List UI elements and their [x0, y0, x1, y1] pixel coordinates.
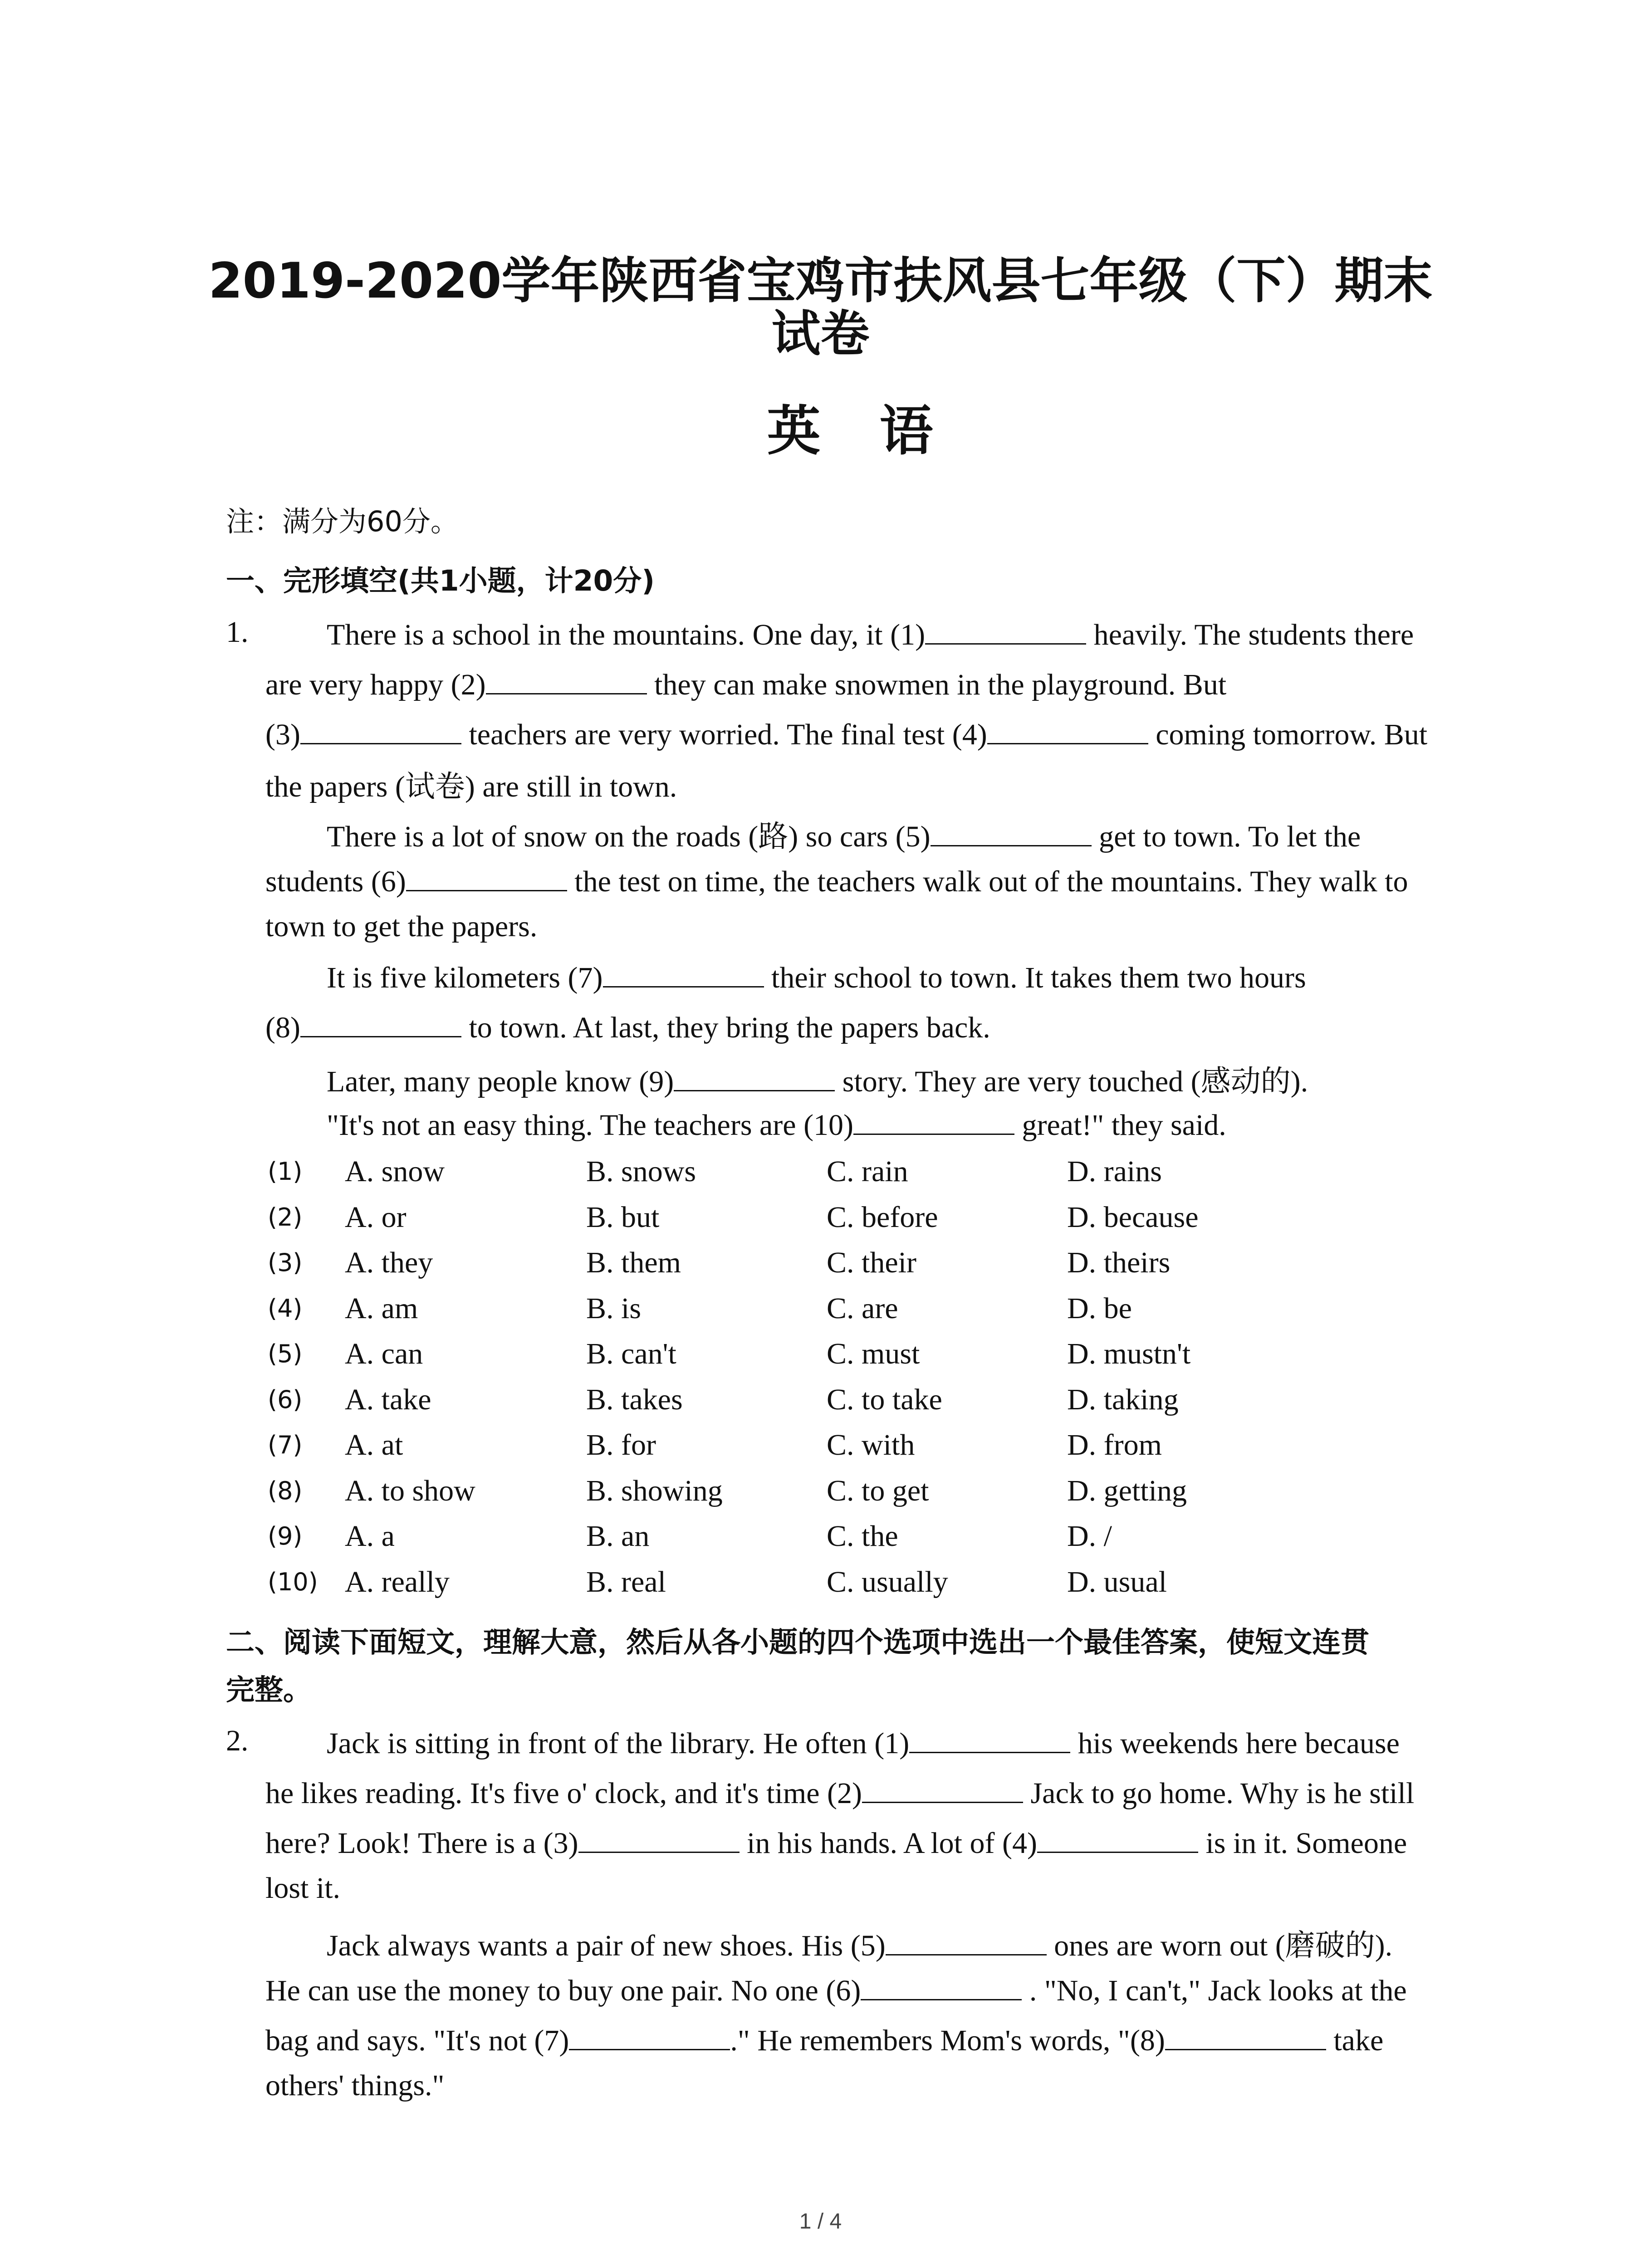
- passage-text: (8): [265, 1011, 300, 1044]
- passage-text: take: [1326, 2024, 1384, 2057]
- option-choice-a[interactable]: A. at: [345, 1428, 403, 1461]
- option-choice-b[interactable]: B. is: [586, 1291, 642, 1325]
- option-choice-d[interactable]: D. be: [1067, 1291, 1132, 1325]
- passage-text: the papers (试卷) are still in town.: [265, 770, 677, 803]
- passage-text: they can make snowmen in the playground. But: [647, 668, 1227, 701]
- section2-passage-line: [327, 1724, 1400, 1761]
- option-choice-b[interactable]: B. but: [586, 1200, 660, 1234]
- option-choice-c[interactable]: C. usually: [827, 1565, 948, 1598]
- passage-text: . "No, I can't," Jack looks at the: [1022, 1974, 1407, 2007]
- passage-text: Jack to go home. Why is he still: [1023, 1777, 1415, 1810]
- section1-passage-line: [327, 812, 1361, 855]
- option-choice-c[interactable]: C. rain: [827, 1155, 908, 1188]
- option-choice-a[interactable]: A. really: [345, 1565, 450, 1598]
- option-choice-b[interactable]: B. an: [586, 1520, 650, 1553]
- option-number: (2): [268, 1202, 303, 1232]
- passage-text: is in it. Someone: [1198, 1827, 1407, 1860]
- option-choice-d[interactable]: D. taking: [1067, 1383, 1179, 1416]
- answer-blank: [674, 1062, 835, 1091]
- passage-text: It is five kilometers (7): [327, 961, 603, 994]
- answer-blank: [300, 715, 461, 744]
- answer-blank: [886, 1926, 1047, 1955]
- section2-passage-line: [265, 2021, 1383, 2058]
- answer-blank: [1165, 2021, 1326, 2050]
- option-choice-c[interactable]: C. to get: [827, 1474, 929, 1507]
- passage-text: others' things.": [265, 2069, 445, 2102]
- exam-title-line1: 2019-2020学年陕西省宝鸡市扶风县七年级（下）期末: [208, 253, 1433, 309]
- section1-passage-line: [265, 665, 1226, 702]
- exam-title-line2: 试卷: [771, 306, 870, 362]
- section2-passage-line: [265, 1823, 1407, 1861]
- section1-heading: 一、完形填空(共1小题，计20分): [226, 564, 655, 597]
- option-choice-d[interactable]: D. rains: [1067, 1155, 1162, 1188]
- answer-blank: [925, 615, 1086, 645]
- option-choice-d[interactable]: D. /: [1067, 1520, 1112, 1553]
- option-choice-c[interactable]: C. must: [827, 1337, 920, 1370]
- passage-text: heavily. The students there: [1086, 618, 1414, 651]
- option-choice-d[interactable]: D. getting: [1067, 1474, 1187, 1507]
- answer-blank: [1037, 1823, 1198, 1853]
- section1-passage-line: [265, 715, 1427, 752]
- question1-number: 1.: [226, 616, 249, 649]
- answer-blank: [909, 1724, 1070, 1753]
- answer-blank: [406, 862, 567, 891]
- section1-passage-line: [265, 862, 1408, 899]
- passage-text: bag and says. "It's not (7): [265, 2024, 569, 2057]
- passage-text: great!" they said.: [1014, 1109, 1226, 1142]
- passage-text: There is a school in the mountains. One day, it (1): [327, 618, 926, 651]
- passage-text: the test on time, the teachers walk out of the mountains. They walk to: [567, 865, 1408, 898]
- option-choice-b[interactable]: B. real: [586, 1565, 666, 1598]
- option-choice-d[interactable]: D. theirs: [1067, 1246, 1171, 1279]
- option-number: (3): [268, 1248, 303, 1277]
- option-choice-b[interactable]: B. them: [586, 1246, 681, 1279]
- section1-passage-line: [265, 762, 677, 805]
- score-note: 注：满分为60分。: [226, 505, 459, 538]
- option-choice-c[interactable]: C. before: [827, 1200, 938, 1234]
- answer-blank: [861, 1971, 1022, 2000]
- passage-text: teachers are very worried. The final test (4): [461, 718, 987, 751]
- section1-passage-line: [327, 1057, 1308, 1100]
- option-choice-b[interactable]: B. snows: [586, 1155, 696, 1188]
- option-choice-b[interactable]: B. can't: [586, 1337, 676, 1370]
- passage-text: Jack always wants a pair of new shoes. His (5): [327, 1929, 886, 1962]
- passage-text: "It's not an easy thing. The teachers are (10): [327, 1109, 854, 1142]
- passage-text: coming tomorrow. But: [1148, 718, 1428, 751]
- option-choice-a[interactable]: A. am: [345, 1291, 418, 1325]
- option-choice-d[interactable]: D. mustn't: [1067, 1337, 1191, 1370]
- section2-heading-line2: 完整。: [226, 1673, 312, 1706]
- passage-text: lost it.: [265, 1872, 341, 1905]
- answer-blank: [578, 1823, 740, 1853]
- answer-blank: [853, 1105, 1014, 1135]
- section2-passage-line: [327, 1921, 1392, 1964]
- passage-text: (3): [265, 718, 300, 751]
- answer-blank: [862, 1774, 1023, 1803]
- option-choice-c[interactable]: C. with: [827, 1428, 915, 1461]
- option-number: (8): [268, 1476, 303, 1505]
- passage-text: their school to town. It takes them two hours: [764, 961, 1306, 994]
- option-choice-a[interactable]: A. to show: [345, 1474, 475, 1507]
- option-choice-a[interactable]: A. a: [345, 1520, 395, 1553]
- option-choice-c[interactable]: C. to take: [827, 1383, 942, 1416]
- answer-blank: [603, 958, 764, 987]
- passage-text: get to town. To let the: [1091, 820, 1361, 853]
- option-number: (6): [268, 1385, 303, 1414]
- option-choice-a[interactable]: A. can: [345, 1337, 423, 1370]
- option-choice-c[interactable]: C. their: [827, 1246, 916, 1279]
- passage-text: ." He remembers Mom's words, "(8): [730, 2024, 1165, 2057]
- option-choice-a[interactable]: A. they: [345, 1246, 433, 1279]
- option-number: (7): [268, 1431, 303, 1459]
- option-choice-d[interactable]: D. usual: [1067, 1565, 1167, 1598]
- option-number: (10): [268, 1567, 318, 1596]
- passage-text: story. They are very touched (感动的).: [835, 1065, 1308, 1098]
- section1-passage-line: [265, 909, 537, 944]
- passage-text: here? Look! There is a (3): [265, 1827, 578, 1860]
- option-choice-d[interactable]: D. because: [1067, 1200, 1199, 1234]
- passage-text: he likes reading. It's five o' clock, and it's time (2): [265, 1777, 862, 1810]
- passage-text: to town. At last, they bring the papers back.: [461, 1011, 990, 1044]
- passage-text: Jack is sitting in front of the library. He often (1): [327, 1727, 910, 1760]
- option-choice-b[interactable]: B. for: [586, 1428, 656, 1461]
- answer-blank: [931, 817, 1092, 846]
- section2-passage-line: [265, 1971, 1407, 2008]
- page-number: 1 / 4: [799, 2209, 842, 2234]
- option-choice-d[interactable]: D. from: [1067, 1428, 1162, 1461]
- option-choice-c[interactable]: C. are: [827, 1291, 898, 1325]
- option-choice-c[interactable]: C. the: [827, 1520, 898, 1553]
- passage-text: students (6): [265, 865, 406, 898]
- section1-passage-line: [327, 1105, 1226, 1143]
- passage-text: Later, many people know (9): [327, 1065, 674, 1098]
- option-number: (5): [268, 1339, 303, 1368]
- answer-blank: [987, 715, 1148, 744]
- passage-text: He can use the money to buy one pair. No one (6): [265, 1974, 861, 2007]
- answer-blank: [300, 1008, 461, 1037]
- option-choice-a[interactable]: A. snow: [345, 1155, 445, 1188]
- section2-heading-line1: 二、阅读下面短文，理解大意，然后从各小题的四个选项中选出一个最佳答案，使短文连贯: [226, 1626, 1369, 1659]
- answer-blank: [569, 2021, 730, 2050]
- section1-passage-line: [265, 1008, 990, 1045]
- option-number: (4): [268, 1294, 303, 1323]
- passage-text: his weekends here because: [1070, 1727, 1400, 1760]
- section2-passage-line: [265, 1774, 1414, 1811]
- section1-passage-line: [327, 958, 1306, 995]
- section2-passage-line: [265, 2068, 445, 2103]
- passage-text: in his hands. A lot of (4): [739, 1827, 1037, 1860]
- answer-blank: [486, 665, 647, 694]
- option-choice-a[interactable]: A. take: [345, 1383, 431, 1416]
- section1-passage-line: [327, 615, 1414, 652]
- passage-text: are very happy (2): [265, 668, 486, 701]
- section2-passage-line: [265, 1871, 340, 1906]
- passage-text: ones are worn out (磨破的).: [1046, 1929, 1393, 1962]
- passage-text: town to get the papers.: [265, 910, 538, 943]
- question2-number: 2.: [226, 1724, 249, 1757]
- option-number: (9): [268, 1522, 303, 1550]
- passage-text: There is a lot of snow on the roads (路) so cars (5): [327, 820, 931, 853]
- option-choice-a[interactable]: A. or: [345, 1200, 407, 1234]
- option-choice-b[interactable]: B. showing: [586, 1474, 723, 1507]
- option-choice-b[interactable]: B. takes: [586, 1383, 683, 1416]
- option-number: (1): [268, 1157, 303, 1186]
- subject-heading: 英语: [767, 400, 992, 462]
